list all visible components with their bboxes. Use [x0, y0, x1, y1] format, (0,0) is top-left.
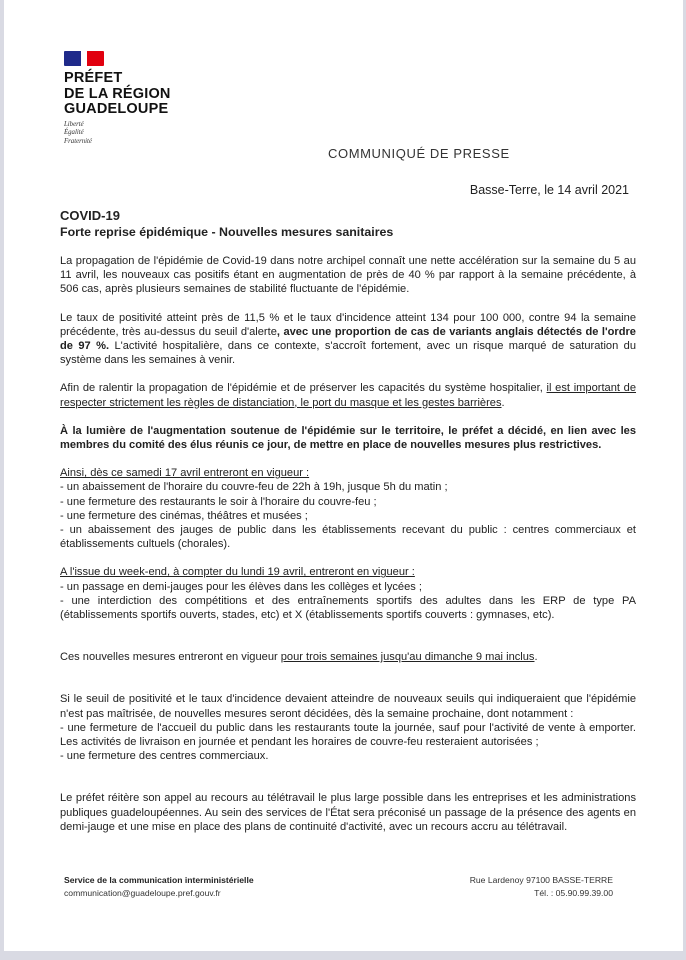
footer-phone: Tél. : 05.90.99.39.00 [534, 888, 613, 898]
motto-line: Liberté [64, 120, 84, 128]
press-release-body [60, 208, 636, 848]
document-title: COVID-19 [60, 208, 120, 223]
paragraph-barrier-gestures [60, 381, 636, 409]
list-item: - une fermeture des cinémas, théâtres et musées ; [60, 509, 308, 522]
paragraph-decision: À la lumière de l'augmentation soutenue de l'épidémie sur le territoire, le préfet a décidé, en lien avec les membres du comité des élus réunis ce jour, de mettre en place de nouvelles mesures plus restrictives. [60, 424, 636, 452]
list-item: - un abaissement des jauges de public dans les établissements recevant du public : centres commerciaux et établissements cultuels (chorales). [60, 524, 636, 551]
logo-title-line: GUADELOUPE [64, 101, 169, 117]
text: Le taux de positivité atteint près de 11,5 % et le taux d'incidence atteint 134 pour 100 000, contre 94 la semaine précédente, très au-dessus du seuil d'alerte [60, 311, 636, 338]
measures-list-april-19 [60, 565, 636, 622]
prefecture-logo [64, 51, 171, 146]
list-item: - une interdiction des compétitions et des entraînements sportifs des adultes dans les ERP de type PA (établissements sportifs ouverts, stades, etc) et X (établissements sportifs couverts : gymnases, etc). [60, 594, 636, 622]
list-item: - un abaissement de l'horaire du couvre-feu de 22h à 19h, jusque 5h du matin ; [60, 481, 448, 494]
list-item: - une fermeture des restaurants le soir à l'horaire du couvre-feu ; [60, 495, 377, 508]
text: Ces nouvelles mesures entreront en vigueur [60, 651, 281, 664]
possible-measures [60, 692, 636, 763]
text: Afin de ralentir la propagation de l'épidémie et de préserver les capacités du système hospitalier, [60, 382, 547, 395]
motto-line: Égalité [64, 129, 84, 136]
text: L'activité hospitalière, dans ce contexte, s'accroît fortement, avec un risque marqué de saturation du système dans les semaines à venir. [60, 340, 636, 367]
list-heading: A l'issue du week-end, à compter du lundi 19 avril, entreront en vigueur : [60, 566, 415, 579]
logo-title-line: PRÉFET [64, 70, 123, 86]
footer-street: Rue Lardenoy 97100 BASSE-TERRE [469, 875, 613, 885]
document-type: COMMUNIQUÉ DE PRESSE [328, 146, 510, 161]
motto-line: Fraternité [64, 137, 92, 145]
list-heading: Ainsi, dès ce samedi 17 avril entreront en vigueur : [60, 467, 310, 480]
footer-department: Service de la communication interministérielle [64, 875, 254, 885]
footer-address [470, 874, 613, 900]
dateline: Basse-Terre, le 14 avril 2021 [469, 183, 629, 197]
flag-blue-band [64, 51, 81, 66]
paragraph-duration [60, 650, 636, 664]
press-release-page [4, 0, 683, 951]
republic-motto [64, 121, 171, 147]
french-republic-flag-icon [64, 51, 104, 66]
footer-contact [64, 874, 254, 900]
list-item: - un passage en demi-jauges pour les élèves dans les collèges et lycées ; [60, 580, 422, 593]
footer-email[interactable]: communication@guadeloupe.pref.gouv.fr [64, 888, 221, 898]
document-subtitle: Forte reprise épidémique - Nouvelles mesures sanitaires [60, 225, 394, 239]
flag-red-band [87, 51, 104, 66]
paragraph-positivity [60, 311, 636, 368]
paragraph-thresholds: Si le seuil de positivité et le taux d'incidence devaient atteindre de nouveaux seuils qui indiqueraient que l'épidémie n'est pas maîtrisée, de nouvelles mesures seront décidées, dès la semaine prochaine, dont notamment : [60, 693, 636, 720]
logo-title [64, 71, 171, 118]
text: . [501, 396, 505, 409]
logo-title-line: DE LA RÉGION [64, 85, 171, 102]
underlined-duration: pour trois semaines jusqu'au dimanche 9 mai inclus [280, 651, 535, 664]
paragraph-telework: Le préfet réitère son appel au recours au télétravail le plus large possible dans les entreprises et les administrations publiques guadeloupéennes. Au sein des services de l'État sera préconisé un passage de la présence des agents en demi-jauge et une mise en place des plans de continuité d'activité, avec un recours accru au télétravail. [60, 792, 636, 833]
paragraph-propagation: La propagation de l'épidémie de Covid-19 dans notre archipel connaît une nette accélération sur la semaine du 5 au 11 avril, les nouveaux cas positifs étant en augmentation de près de 40 % par rapport à la semaine précédente, à 506 cas, après plusieurs semaines de stabilité fluctuante de l'épidémie. [60, 255, 636, 296]
measures-list-april-17 [60, 466, 636, 551]
list-item: - une fermeture de l'accueil du public dans les restaurants toute la journée, sauf pour l'activité de vente à emporter. Les activités de livraison en journée et pendant les horaires de couvre-feu resteraient autorisées ; [60, 721, 636, 749]
text: . [534, 651, 538, 664]
underlined-recommendation: il est important de respecter strictement les règles de distanciation, le port du masque et les gestes barrières [60, 382, 637, 409]
emphasis-variants: , avec une proportion de cas de variants anglais détectés de l'ordre de 97 %. [60, 325, 636, 353]
list-item: - une fermeture des centres commerciaux. [60, 750, 269, 763]
